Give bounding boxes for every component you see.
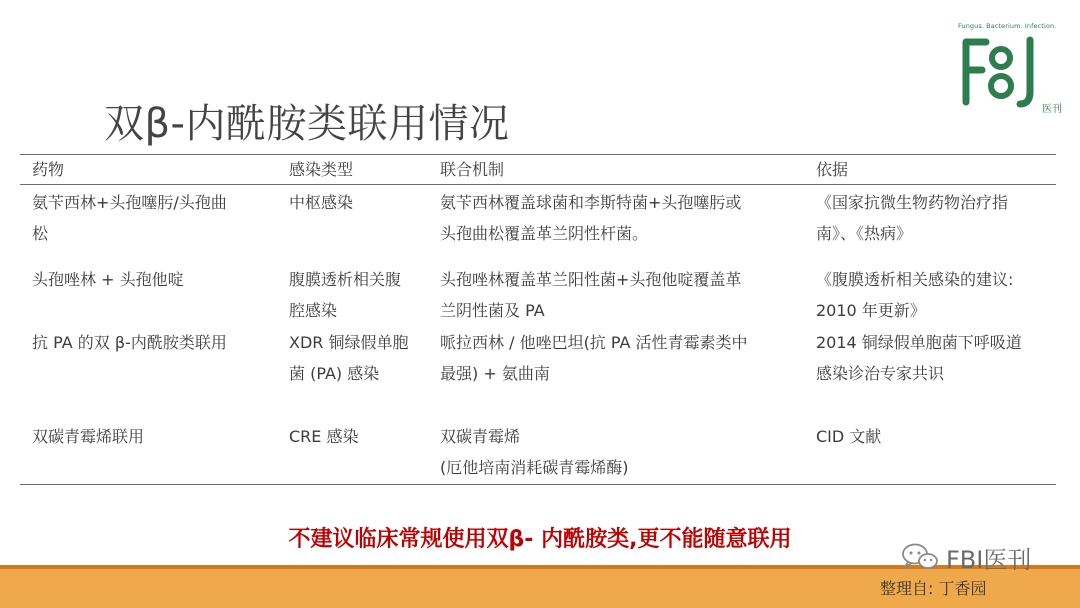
table-row-1-drug [32, 187, 272, 249]
cell-line: 氨苄西林+头孢噻肟/头孢曲 [32, 193, 227, 212]
cell-line: 哌拉西林 / 他唑巴坦(抗 PA 活性青霉素类中 [440, 333, 748, 352]
wechat-icon [900, 542, 940, 572]
cell-line: CRE 感染 [289, 427, 359, 446]
table-top-rule [20, 154, 1056, 155]
cell-line: 《国家抗微生物药物治疗指 [816, 193, 1009, 212]
watermark [900, 542, 1031, 572]
cell-line: CID 文献 [816, 427, 882, 446]
table-row-2-drug [32, 264, 272, 295]
warning-note: 不建议临床常规使用双β- 内酰胺类,更不能随意联用 [288, 527, 792, 552]
table-row-1-mechanism [440, 187, 802, 249]
cell-line: 兰阴性菌及 PA [440, 301, 545, 320]
column-header-infection-type: 感染类型 [289, 160, 354, 179]
column-header-basis: 依据 [816, 160, 849, 179]
cell-line: 中枢感染 [289, 193, 354, 212]
column-header-mechanism: 联合机制 [440, 160, 505, 179]
source-credit: 整理自: 丁香园 [880, 579, 987, 598]
table-row-2-basis [816, 264, 1054, 326]
cell-line: 腔感染 [289, 301, 338, 320]
cell-line: XDR 铜绿假单胞 [289, 333, 409, 352]
fbi-logo-mark [960, 36, 1048, 110]
column-header-drug: 药物 [32, 160, 65, 179]
table-row-3-mechanism [440, 327, 802, 389]
cell-line: 2010 年更新》 [816, 301, 926, 320]
cell-line: 抗 PA 的双 β-内酰胺类联用 [32, 333, 227, 352]
table-row-2-infection [289, 264, 427, 326]
cell-line: 头孢曲松覆盖革兰阴性杆菌。 [440, 224, 649, 243]
logo-subtitle: 医刊 [1042, 104, 1062, 115]
table-row-3-basis [816, 327, 1054, 389]
cell-line: 《腹膜透析相关感染的建议: [816, 270, 1014, 289]
cell-line: 头孢唑林 + 头孢他啶 [32, 270, 184, 289]
table-row-4-infection [289, 421, 427, 452]
cell-line: 感染诊治专家共识 [816, 364, 945, 383]
table-row-4-mechanism [440, 421, 802, 483]
table-row-3-drug [32, 327, 272, 358]
cell-line: 南》、《热病》 [816, 224, 913, 243]
table-row-1-basis [816, 187, 1054, 249]
cell-line: 双碳青霉烯 [440, 427, 521, 446]
page-title: 双β-内酰胺类联用情况 [104, 101, 510, 147]
table-bottom-rule [20, 484, 1056, 485]
watermark-text: FBI医刊 [946, 545, 1032, 574]
cell-line: 腹膜透析相关腹 [289, 270, 402, 289]
cell-line: 氨苄西林覆盖球菌和李斯特菌+头孢噻肟或 [440, 193, 742, 212]
table-row-4-basis [816, 421, 1054, 452]
cell-line: 头孢唑林覆盖革兰阳性菌+头孢他啶覆盖革 [440, 270, 742, 289]
table-row-2-mechanism [440, 264, 802, 326]
table-row-4-drug [32, 421, 272, 452]
cell-line: 2014 铜绿假单胞菌下呼吸道 [816, 333, 1022, 352]
table-row-3-infection [289, 327, 427, 389]
cell-line: 菌 (PA) 感染 [289, 364, 380, 383]
cell-line: (厄他培南消耗碳青霉烯酶) [440, 458, 629, 477]
cell-line: 松 [32, 224, 49, 243]
table-row-1-infection [289, 187, 427, 218]
brand-logo [958, 22, 1062, 115]
cell-line: 双碳青霉烯联用 [32, 427, 145, 446]
table-header-rule [20, 184, 1056, 185]
cell-line: 最强) + 氨曲南 [440, 364, 550, 383]
logo-tagline: Fungus. Bacterium. Infection. [958, 22, 1057, 30]
